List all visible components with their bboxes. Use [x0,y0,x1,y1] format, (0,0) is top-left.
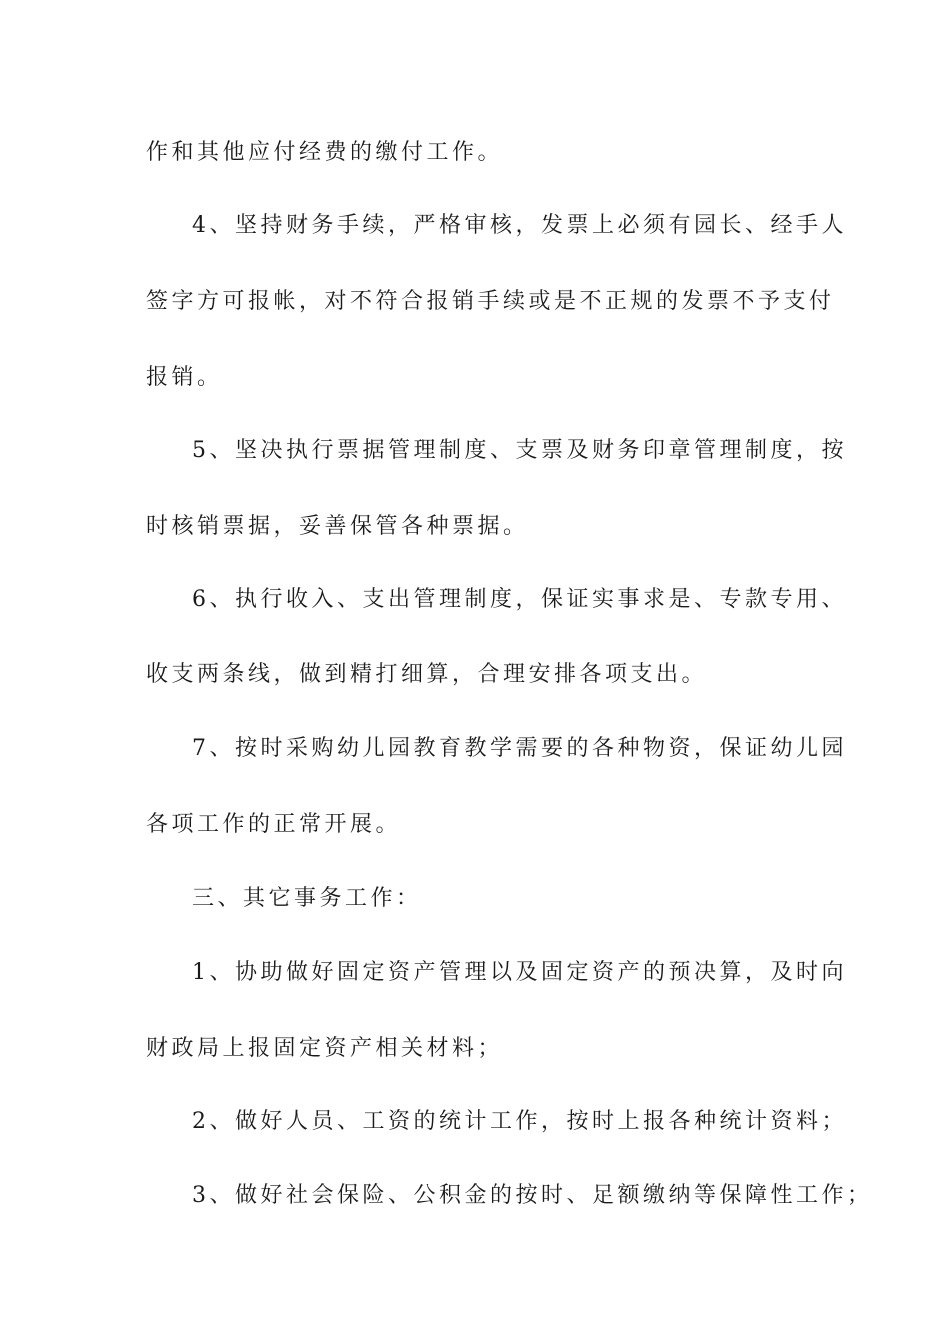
section-heading: 三、其它事务工作： [192,886,422,911]
text-line: 2、做好人员、工资的统计工作，按时上报各种统计资料； [192,1109,847,1134]
text-line: 报销。 [146,365,223,390]
text-line: 5、坚决执行票据管理制度、支票及财务印章管理制度，按 [192,438,847,463]
text-line: 6、执行收入、支出管理制度，保证实事求是、专款专用、 [192,587,847,612]
text-line: 3、做好社会保险、公积金的按时、足额缴纳等保障性工作； [192,1183,873,1208]
text-line: 作和其他应付经费的缴付工作。 [146,140,504,165]
text-line: 财政局上报固定资产相关材料； [146,1036,504,1061]
text-line: 时核销票据，妥善保管各种票据。 [146,514,529,539]
text-line: 1、协助做好固定资产管理以及固定资产的预决算，及时向 [192,960,847,985]
text-line: 收支两条线，做到精打细算，合理安排各项支出。 [146,662,708,687]
text-line: 4、坚持财务手续，严格审核，发票上必须有园长、经手人 [192,213,847,238]
text-line: 7、按时采购幼儿园教育教学需要的各种物资，保证幼儿园 [192,736,847,761]
text-line: 签字方可报帐，对不符合报销手续或是不正规的发票不予支付 [146,289,835,314]
text-line: 各项工作的正常开展。 [146,812,402,837]
